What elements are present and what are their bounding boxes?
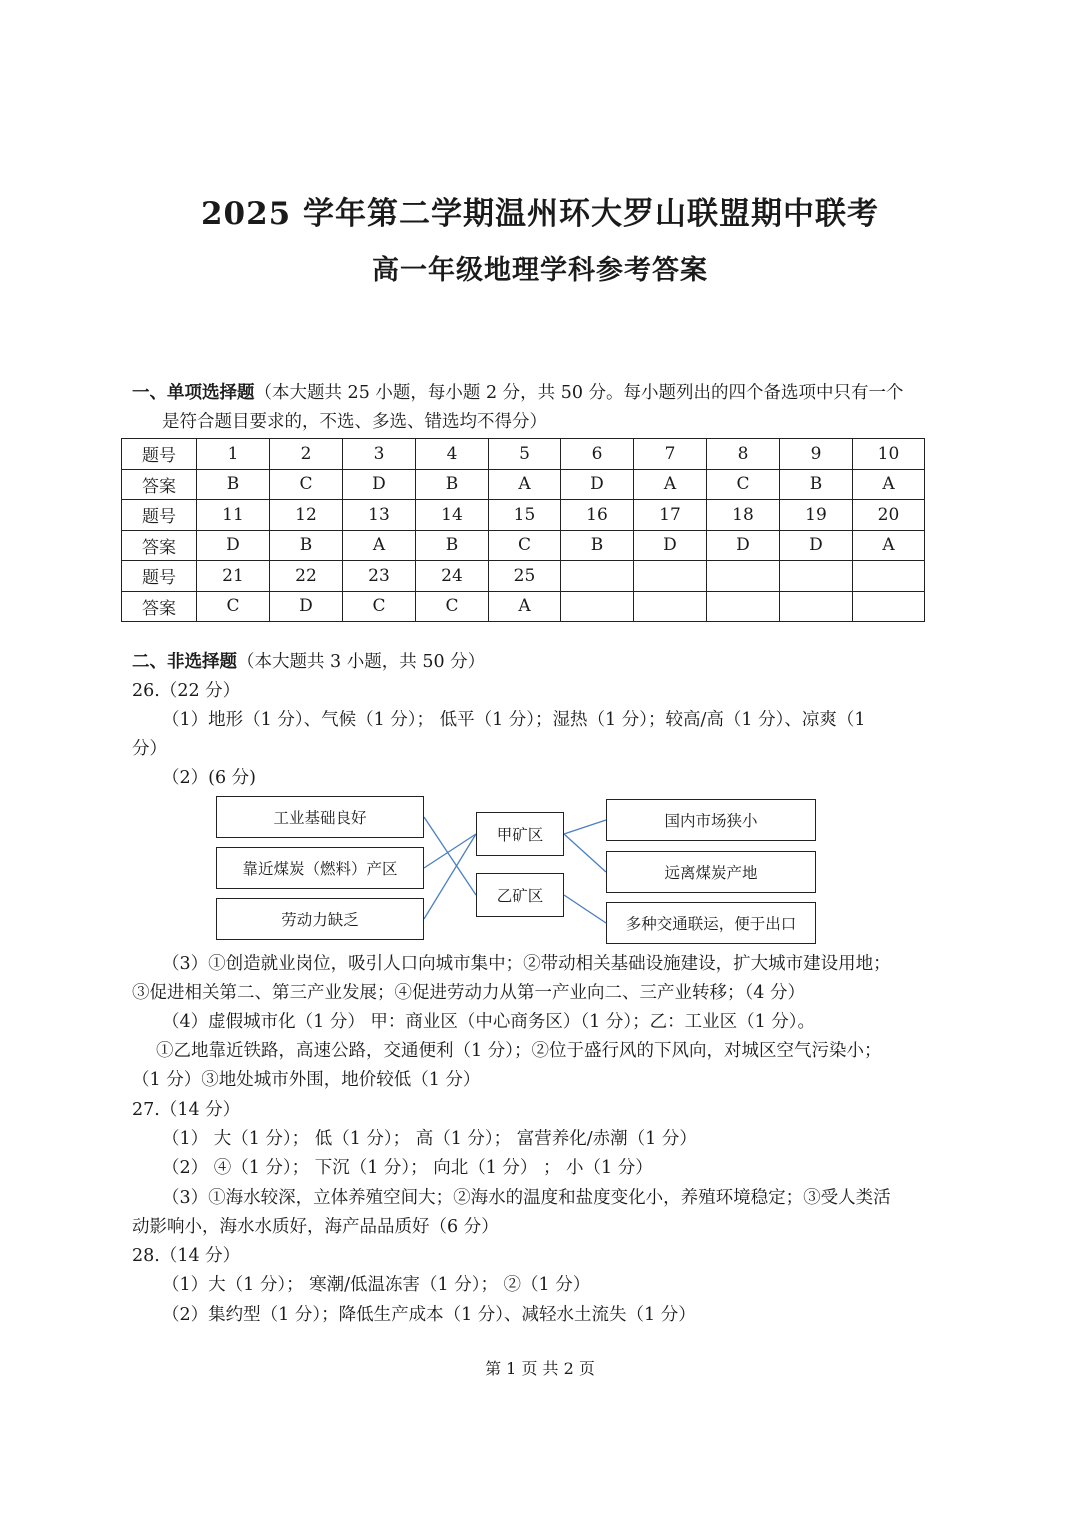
connector-line: [424, 834, 476, 868]
table-cell: B: [561, 530, 634, 561]
matching-diagram: [214, 793, 818, 945]
table-cell: C: [489, 530, 561, 561]
connector-line: [564, 820, 606, 834]
table-cell: 20: [853, 500, 925, 531]
table-cell: 8: [707, 439, 780, 470]
q28-part2: （2）集约型（1 分）；降低生产成本（1 分）、减轻水土流失（1 分）: [162, 1305, 696, 1325]
factor-box-industrial-base: 工业基础良好: [216, 796, 424, 838]
table-cell: D: [270, 591, 343, 622]
q27-part2: （2） ④（1 分）； 下沉（1 分）； 向北（1 分） ； 小（1 分）: [162, 1158, 653, 1178]
table-cell: 17: [634, 500, 707, 531]
table-cell: B: [416, 530, 489, 561]
factor-box-small-market: 国内市场狭小: [606, 799, 816, 841]
q28-header: 28.（14 分）: [132, 1246, 241, 1266]
factor-box-near-coal: 靠近煤炭（燃料）产区: [216, 847, 424, 889]
table-cell: A: [853, 469, 925, 500]
connector-line: [424, 834, 476, 919]
table-cell: C: [270, 469, 343, 500]
table-cell: D: [707, 530, 780, 561]
table-row-label: 题号: [122, 561, 197, 592]
table-cell: D: [780, 530, 853, 561]
q26-part1-line2: 分）: [132, 739, 167, 759]
table-cell: B: [270, 530, 343, 561]
table-cell: 18: [707, 500, 780, 531]
table-cell: A: [489, 591, 561, 622]
table-cell: 10: [853, 439, 925, 470]
factor-box-multimodal-transport: 多种交通联运，便于出口: [606, 902, 816, 944]
table-cell: C: [416, 591, 489, 622]
table-cell: 21: [197, 561, 270, 592]
table-row-label: 答案: [122, 530, 197, 561]
table-row-label: 答案: [122, 469, 197, 500]
q27-part3-line1: （3）①海水较深，立体养殖空间大；②海水的温度和盐度变化小，养殖环境稳定；③受人类活: [162, 1188, 891, 1208]
table-cell: 4: [416, 439, 489, 470]
table-cell: 1: [197, 439, 270, 470]
table-cell: C: [707, 469, 780, 500]
table-cell: 24: [416, 561, 489, 592]
table-cell: B: [197, 469, 270, 500]
table-cell: [707, 591, 780, 622]
table-row: [122, 439, 925, 470]
table-cell: 22: [270, 561, 343, 592]
table-cell: [634, 561, 707, 592]
table-cell: [561, 591, 634, 622]
table-cell: B: [416, 469, 489, 500]
table-row: [122, 561, 925, 592]
table-cell: A: [634, 469, 707, 500]
connector-line: [564, 895, 606, 923]
table-cell: 7: [634, 439, 707, 470]
table-cell: [780, 591, 853, 622]
table-row-label: 题号: [122, 500, 197, 531]
q26-part2-label: （2）(6 分): [162, 768, 256, 788]
table-row-label: 答案: [122, 591, 197, 622]
section1-note: （本大题共 25 小题，每小题 2 分，共 50 分。每小题列出的四个备选项中只有一个: [254, 383, 904, 403]
q28-part1: （1）大（1 分）； 寒潮/低温冻害（1 分）； ②（1 分）: [162, 1275, 591, 1295]
section2-heading: 二、非选择题: [132, 652, 237, 672]
table-cell: D: [634, 530, 707, 561]
section2-intro: [132, 650, 485, 674]
q26-part1-line1: （1）地形（1 分）、气候（1 分）； 低平（1 分）；湿热（1 分）；较高/高（1 分）、凉爽（1: [162, 710, 866, 730]
answer-table: [121, 438, 925, 622]
table-cell: [561, 561, 634, 592]
table-cell: 15: [489, 500, 561, 531]
page-subtitle: 高一年级地理学科参考答案: [372, 255, 708, 286]
table-cell: 13: [343, 500, 416, 531]
table-row: [122, 591, 925, 622]
table-cell: 12: [270, 500, 343, 531]
table-cell: 6: [561, 439, 634, 470]
table-cell: A: [343, 530, 416, 561]
q26-header: 26.（22 分）: [132, 681, 241, 701]
table-cell: 9: [780, 439, 853, 470]
q26-part4-line2: ①乙地靠近铁路，高速公路，交通便利（1 分）；②位于盛行风的下风向，对城区空气污染小；: [156, 1041, 882, 1061]
q27-part1: （1） 大（1 分）； 低（1 分）； 高（1 分）； 富营养化/赤潮（1 分）: [162, 1129, 697, 1149]
section1-heading: 一、单项选择题: [132, 383, 255, 403]
table-cell: [780, 561, 853, 592]
table-cell: 5: [489, 439, 561, 470]
table-cell: A: [853, 530, 925, 561]
table-cell: 11: [197, 500, 270, 531]
table-cell: D: [343, 469, 416, 500]
table-cell: [853, 561, 925, 592]
table-cell: 16: [561, 500, 634, 531]
factor-box-far-coal: 远离煤炭产地: [606, 851, 816, 893]
table-cell: [853, 591, 925, 622]
table-cell: [634, 591, 707, 622]
q26-part3-line2: ③促进相关第二、第三产业发展；④促进劳动力从第一产业向二、三产业转移；（4 分）: [132, 983, 805, 1003]
table-row: [122, 469, 925, 500]
table-row: [122, 530, 925, 561]
section1-intro: [132, 381, 904, 405]
page-footer: 第 1 页 共 2 页: [485, 1359, 595, 1378]
connector-line: [564, 834, 606, 872]
table-cell: 3: [343, 439, 416, 470]
q26-part4-line1: （4）虚假城市化（1 分） 甲：商业区（中心商务区）（1 分）；乙：工业区（1 分）。: [162, 1012, 816, 1032]
table-cell: 23: [343, 561, 416, 592]
q26-part3-line1: （3）①创造就业岗位，吸引人口向城市集中；②带动相关基础设施建设，扩大城市建设用地；: [162, 954, 891, 974]
connector-line: [424, 817, 476, 895]
table-cell: 25: [489, 561, 561, 592]
q27-header: 27.（14 分）: [132, 1100, 241, 1120]
table-cell: C: [197, 591, 270, 622]
q27-part3-line2: 动影响小，海水水质好，海产品品质好（6 分）: [132, 1217, 499, 1237]
mine-box-jia: 甲矿区: [476, 812, 564, 856]
table-cell: 19: [780, 500, 853, 531]
table-cell: A: [489, 469, 561, 500]
table-row: [122, 500, 925, 531]
table-cell: 2: [270, 439, 343, 470]
q26-part4-line3: （1 分）③地处城市外围，地价较低（1 分）: [132, 1070, 481, 1090]
factor-box-labor-shortage: 劳动力缺乏: [216, 898, 424, 940]
table-row-label: 题号: [122, 439, 197, 470]
table-cell: D: [197, 530, 270, 561]
table-cell: [707, 561, 780, 592]
page-title: 2025 学年第二学期温州环大罗山联盟期中联考: [200, 196, 880, 232]
table-cell: D: [561, 469, 634, 500]
table-cell: C: [343, 591, 416, 622]
table-cell: B: [780, 469, 853, 500]
mine-box-yi: 乙矿区: [476, 873, 564, 917]
table-cell: 14: [416, 500, 489, 531]
section2-note: （本大题共 3 小题，共 50 分）: [237, 652, 486, 672]
section1-note-line2: 是符合题目要求的，不选、多选、错选均不得分）: [162, 412, 547, 432]
